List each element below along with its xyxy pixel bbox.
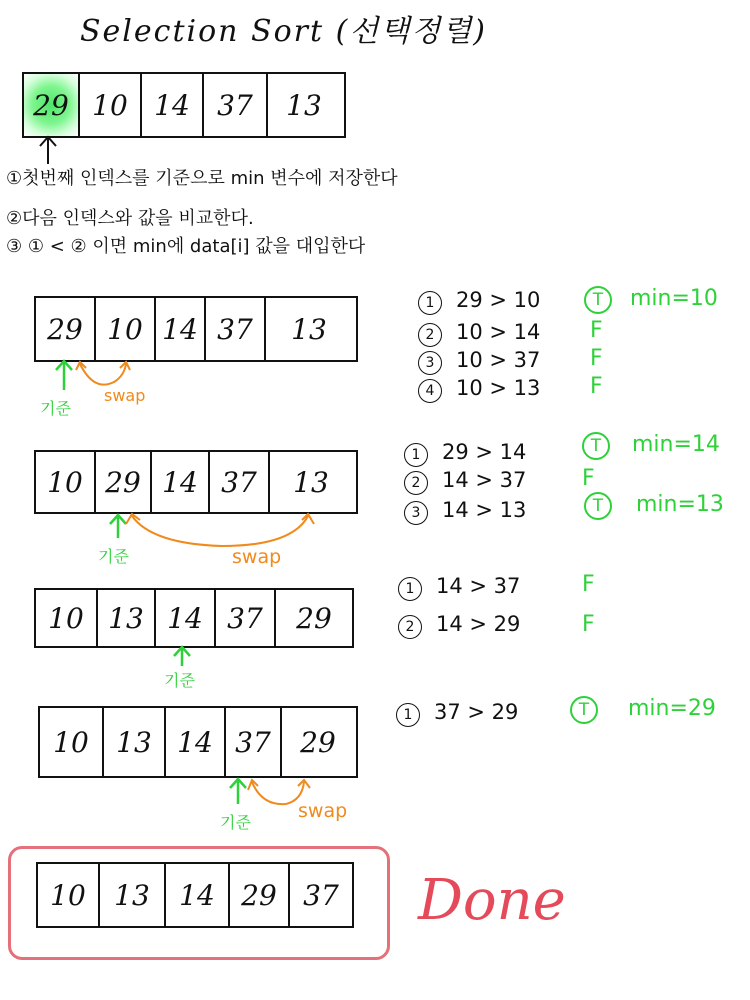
swap-arrow-icon <box>122 508 322 558</box>
comparison-row <box>396 700 518 727</box>
comparison-text: 14 > 37 <box>442 468 527 492</box>
min-value: min=10 <box>630 286 718 311</box>
comparison-text: 37 > 29 <box>434 700 519 724</box>
comparison-text: 14 > 29 <box>436 612 521 636</box>
comparison-row <box>404 468 526 495</box>
comparison-text: 29 > 10 <box>456 288 541 312</box>
step-number: 2 <box>404 471 428 495</box>
array-cell: 13 <box>286 88 322 122</box>
array-cell: 10 <box>96 298 156 360</box>
step-number: 1 <box>418 291 442 315</box>
array-cell: 10 <box>38 864 100 926</box>
array-final <box>36 862 354 928</box>
array-cell: 29 <box>36 298 96 360</box>
comparison-row <box>404 498 526 525</box>
pivot-arrow-icon <box>170 644 194 668</box>
array-cell: 37 <box>210 452 270 512</box>
array-cell: 14 <box>166 864 230 926</box>
array-cell: 37 <box>303 878 339 912</box>
array-cell: 37 <box>204 74 268 136</box>
min-value: min=13 <box>636 492 724 517</box>
comparison-row <box>418 320 540 347</box>
step-number: 1 <box>396 703 420 727</box>
pointer-arrow-icon <box>36 134 60 166</box>
comparison-verdict: T <box>584 492 612 520</box>
step-number: 1 <box>398 577 422 601</box>
comparison-row <box>418 376 540 403</box>
step-2: ②다음 인덱스와 값을 비교한다. <box>6 208 254 229</box>
array-cell: 29 <box>24 74 80 136</box>
array-cell: 29 <box>300 725 336 759</box>
comparison-text: 10 > 13 <box>456 376 541 400</box>
min-value: min=14 <box>632 432 720 457</box>
step-number: 1 <box>404 443 428 467</box>
array-cell: 14 <box>166 708 226 776</box>
pivot-arrow-icon <box>52 358 76 392</box>
pivot-label: 기준 <box>98 547 129 566</box>
swap-label: swap <box>104 386 146 405</box>
page-title: Selection Sort (선택정렬) <box>80 14 487 49</box>
array-cell: 37 <box>216 590 276 646</box>
array-cell: 29 <box>296 601 332 635</box>
comparison-verdict: F <box>590 374 603 399</box>
comparison-verdict: F <box>590 346 603 371</box>
swap-label: swap <box>232 546 282 568</box>
array-cell: 10 <box>36 452 96 512</box>
array-pass-4 <box>38 706 358 778</box>
comparison-row <box>398 574 520 601</box>
array-cell: 29 <box>230 864 290 926</box>
array-cell: 14 <box>156 590 216 646</box>
array-cell: 10 <box>40 708 104 776</box>
comparison-text: 10 > 37 <box>456 348 541 372</box>
step-1: ①첫번째 인덱스를 기준으로 min 변수에 저장한다 <box>6 168 398 189</box>
comparison-verdict: T <box>582 432 610 460</box>
comparison-text: 14 > 13 <box>442 498 527 522</box>
step-number: 4 <box>418 379 442 403</box>
array-pass-3 <box>34 588 354 648</box>
array-cell: 13 <box>98 590 156 646</box>
array-cell: 13 <box>293 465 329 499</box>
array-cell: 10 <box>36 590 98 646</box>
step-number: 2 <box>418 323 442 347</box>
array-cell: 13 <box>100 864 166 926</box>
step-number: 2 <box>398 615 422 639</box>
pivot-label: 기준 <box>40 399 71 418</box>
swap-label: swap <box>298 800 348 822</box>
array-pass-2 <box>34 450 358 514</box>
step-3: ③ ① < ② 이면 min에 data[i] 값을 대입한다 <box>6 236 366 257</box>
comparison-row <box>398 612 520 639</box>
comparison-text: 29 > 14 <box>442 440 527 464</box>
array-cell: 37 <box>206 298 266 360</box>
comparison-row <box>418 288 540 315</box>
min-value: min=29 <box>628 696 716 721</box>
comparison-verdict: F <box>582 466 595 491</box>
comparison-row <box>404 440 526 467</box>
array-cell: 13 <box>291 312 327 346</box>
pivot-label: 기준 <box>164 671 195 690</box>
step-number: 3 <box>404 501 428 525</box>
comparison-text: 14 > 37 <box>436 574 521 598</box>
array-cell: 14 <box>156 298 206 360</box>
step-number: 3 <box>418 351 442 375</box>
array-cell: 13 <box>104 708 166 776</box>
array-cell: 29 <box>96 452 152 512</box>
array-pass-1 <box>34 296 358 362</box>
pivot-label: 기준 <box>220 813 251 832</box>
comparison-row <box>418 348 540 375</box>
array-cell: 10 <box>80 74 142 136</box>
array-cell: 37 <box>226 708 282 776</box>
comparison-verdict: T <box>570 696 598 724</box>
comparison-text: 10 > 14 <box>456 320 541 344</box>
comparison-verdict: T <box>584 286 612 314</box>
comparison-verdict: F <box>582 572 595 597</box>
comparison-verdict: F <box>590 318 603 343</box>
comparison-verdict: F <box>582 612 595 637</box>
array-cell: 14 <box>142 74 204 136</box>
array-cell: 14 <box>152 452 210 512</box>
done-label: Done <box>418 868 566 933</box>
array-initial <box>22 72 346 138</box>
